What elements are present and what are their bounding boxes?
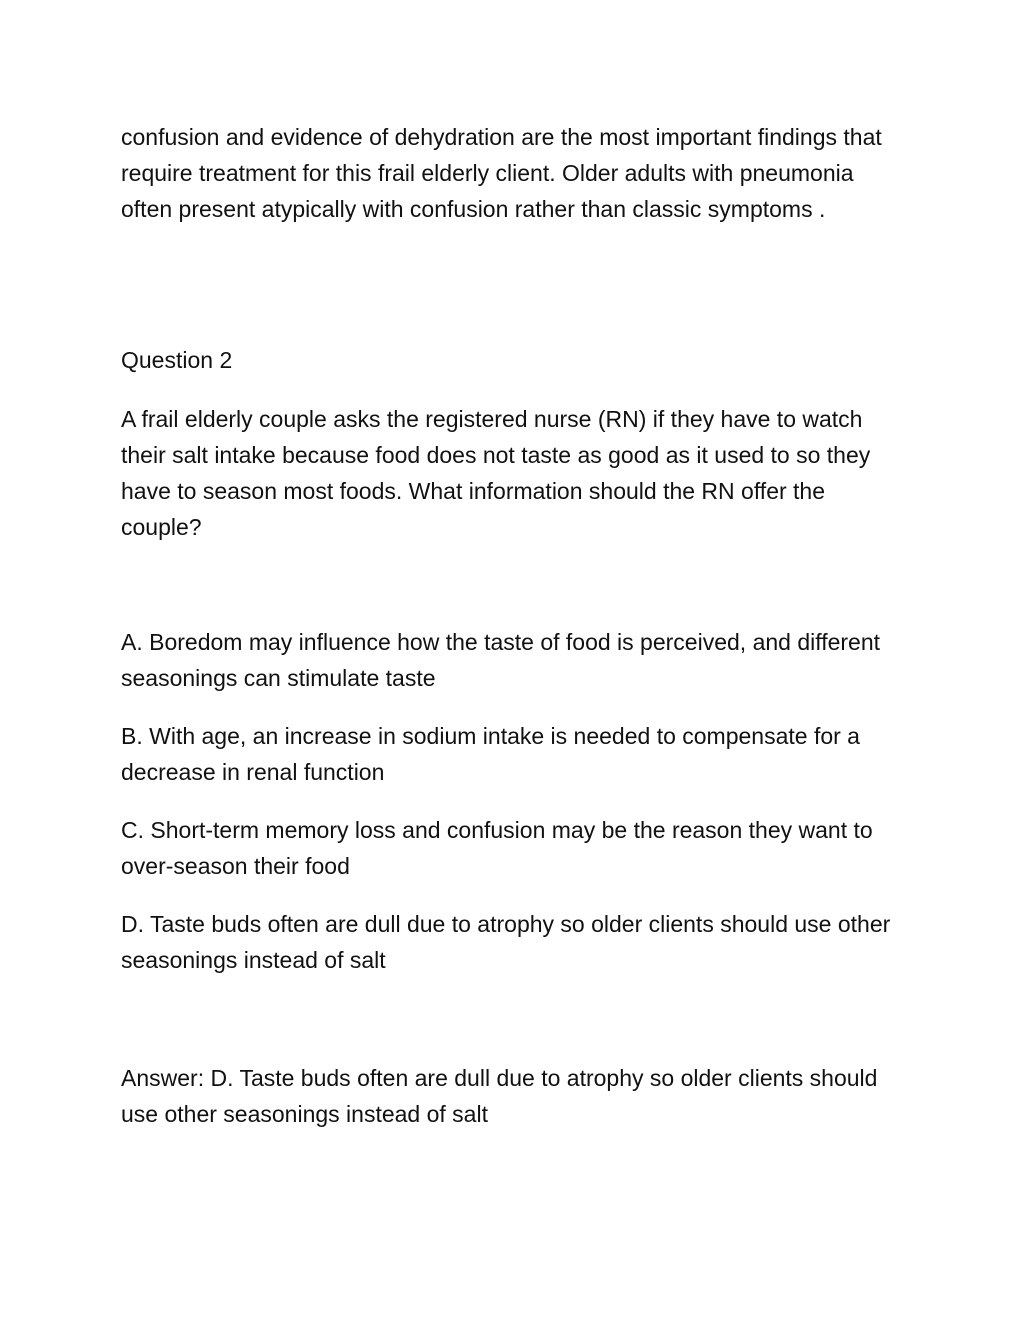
option-b: B. With age, an increase in sodium intake is needed to compensate for a decrease in renal function xyxy=(121,723,860,785)
option-a: A. Boredom may influence how the taste of food is perceived, and different seasonings can stimulate taste xyxy=(121,629,881,691)
question-text: A frail elderly couple asks the registered nurse (RN) if they have to watch their salt intake because food does not taste as good as it used to so they have to season most foods. What information should the RN offer the couple? xyxy=(121,406,871,540)
option-d: D. Taste buds often are dull due to atrophy so older clients should use other seasonings instead of salt xyxy=(121,911,891,973)
answer-text: Answer: D. Taste buds often are dull due to atrophy so older clients should use other seasonings instead of salt xyxy=(121,1065,878,1127)
question-heading: Question 2 xyxy=(121,347,233,373)
option-c: C. Short-term memory loss and confusion may be the reason they want to over-season their food xyxy=(121,817,873,879)
intro-paragraph: confusion and evidence of dehydration are the most important findings that require treatment for this frail elderly client. Older adults with pneumonia often present atypically with confusion rather than classic symptoms . xyxy=(121,124,882,222)
